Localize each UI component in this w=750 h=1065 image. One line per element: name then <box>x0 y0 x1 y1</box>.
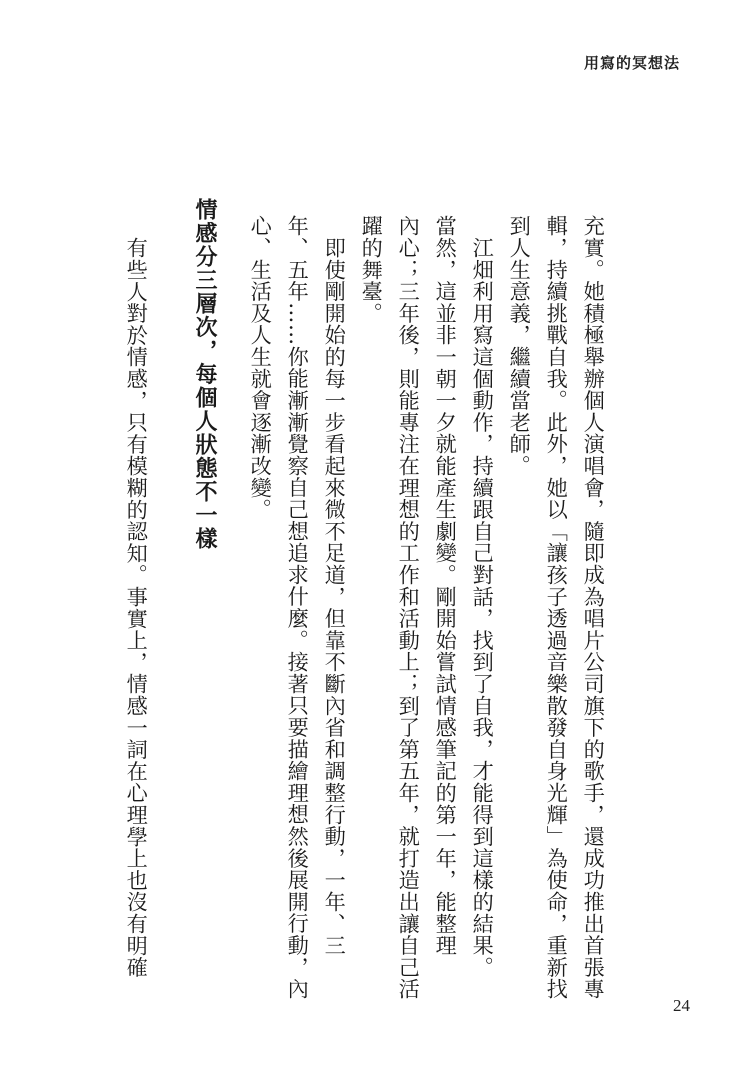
text-column: 輯，持續挑戰自我。此外，她以「讓孩子透過音樂散發自身光輝」為使命，重新找 <box>544 215 570 1000</box>
text-column: 內心；三年後，則能專注在理想的工作和活動上；到了第五年，就打造出讓自己活 <box>396 215 422 1000</box>
text-column: 躍的舞臺。 <box>359 215 385 324</box>
section-heading: 情感分三層次，每個人狀態不一樣 <box>192 198 217 551</box>
text-column: 即使剛開始的每一步看起來微不足道，但靠不斷內省和調整行動，一年、三 <box>322 215 348 957</box>
text-column: 當然，這並非一朝一夕就能產生劇變。剛開始嘗試情感筆記的第一年，能整理 <box>433 215 459 957</box>
text-column: 心、生活及人生就會逐漸改變。 <box>248 215 274 521</box>
page-number: 24 <box>673 996 690 1015</box>
text-column: 年、五年……你能漸漸覺察自己想追求什麼。接著只要描繪理想然後展開行動，內 <box>285 215 311 1000</box>
running-header: 用寫的冥想法 <box>583 54 680 72</box>
text-column: 有些人對於情感，只有模糊的認知。事實上，情感一詞在心理學上也沒有明確 <box>124 237 150 979</box>
text-column: 到人生意義，繼續當老師。 <box>507 215 533 477</box>
text-column: 充實。她積極舉辦個人演唱會，隨即成為唱片公司旗下的歌手，還成功推出首張專 <box>581 215 607 1000</box>
text-column: 江畑利用寫這個動作，持續跟自己對話，找到了自我，才能得到這樣的結果。 <box>470 215 496 978</box>
